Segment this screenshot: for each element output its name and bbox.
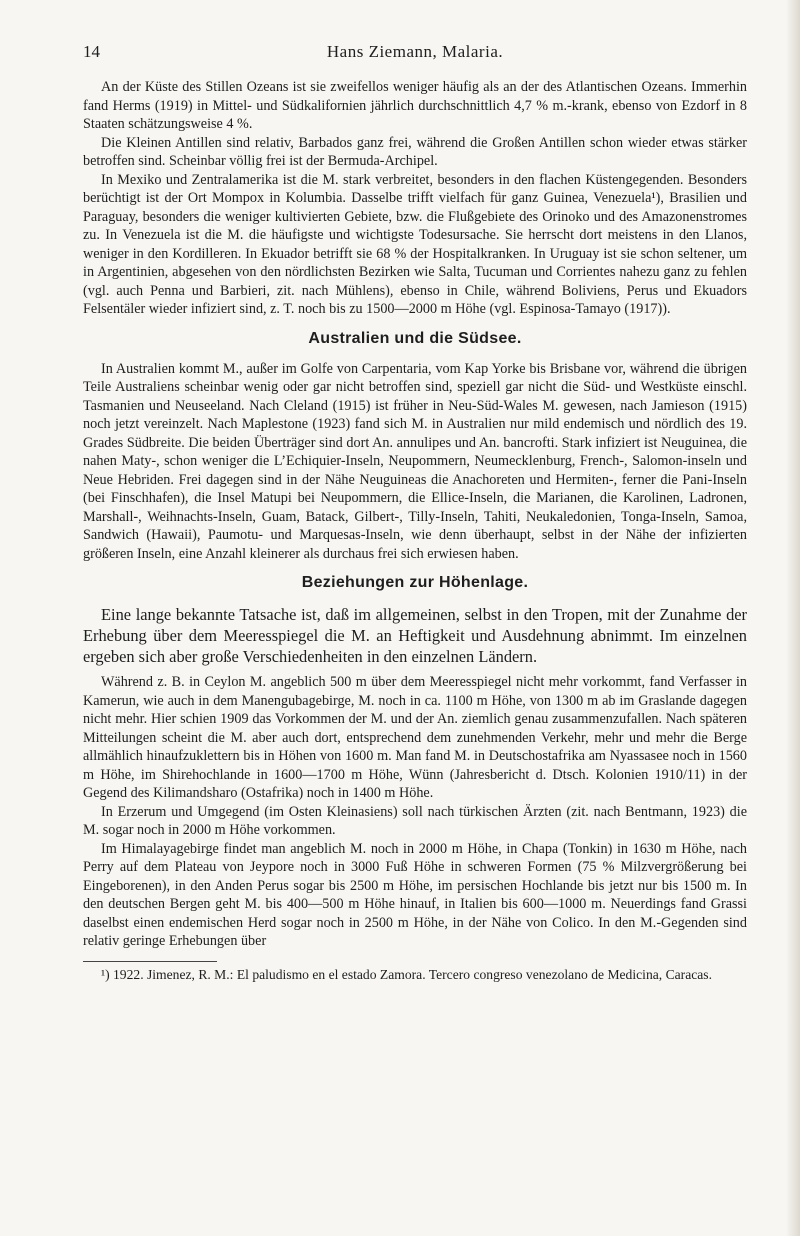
paragraph: In Mexiko und Zentralamerika ist die M. stark verbreitet, besonders in den flachen Küstengegenden. Besonders berüchtigt ist der Ort Mompox in Kolumbia. Dasselbe trifft vielfach für ganz Guinea, Venezuela¹), Brasilien und Paraguay, besonders die weniger kultivierten Gebiete, bzw. die Flußgebiete des Orinoko und des Amazonenstromes zu. In Venezuela ist die M. die häufigste und wichtigste Todesursache. Sie herrscht dort meistens in den Llanos, weniger in den Kordilleren. In Ekuador betrifft sie 68 % der Hospitalkranken. In Uruguay ist sie schon seltener, um in Argentinien, abgesehen von den nördlichsten Bezirken wie Salta, Tucuman und Corrientes nahezu ganz zu fehlen (vgl. auch Penna und Barbieri, zit. nach Mühlens), ebenso in Chile, während Boliviens, Perus und Ekuadors Felsentäler wieder infiziert sind, z. T. noch bis zu 1500—2000 m Höhe (vgl. Espinosa-Tamayo (1917)). <box>83 171 747 317</box>
book-page <box>83 42 747 983</box>
paragraph: In Australien kommt M., außer im Golfe von Carpentaria, vom Kap Yorke bis Brisbane vor, während die übrigen Teile Australiens scheinbar wenig oder gar nicht betroffen sind, speziell gar nicht die Süd- und Westküste einschl. Tasmanien und Neuseeland. Nach Cleland (1915) ist früher in Neu-Süd-Wales M. gewesen, nach Jamieson (1915) noch jetzt vereinzelt. Nach Maplestone (1923) fand sich M. in Australien nur mild endemisch und nördlich des 19. Grades Südbreite. Die beiden Überträger sind dort An. annulipes und An. bancrofti. Stark infiziert ist Neuguinea, die nahen Maty-, schon weniger die L’Echiquier-Inseln, Neupommern, Neumecklenburg, French-, Salomon-inseln und Neue Hebriden. Frei dagegen sind in der Nähe Neuguineas die Anachoreten und Hermiten-, ferner die Pani-Inseln (bei Finschhafen), die Insel Matupi bei Neupommern, die Ellice-Inseln, die Marianen, die Karolinen, Ladronen, Marshall-, Weihnachts-Inseln, Guam, Batack, Gilbert-, Tilly-Inseln, Tahiti, Neukaledonien, Tonga-Inseln, Samoa, Sandwich (Hawaii), Paumotu- und Marquesas-Inseln, wie denn überhaupt, selbst in der Nähe der infizierten größeren Inseln, eine Anzahl kleinerer als durchaus frei sich erwiesen haben. <box>83 360 747 562</box>
paragraph: An der Küste des Stillen Ozeans ist sie zweifellos weniger häufig als an der des Atlantischen Ozeans. Immerhin fand Herms (1919) in Mittel- und Südkalifornien jährlich durchschnittlich 4,7 % m.-krank, ebenso von Ezdorf in 8 Staaten schätzungsweise 4 %. <box>83 79 747 132</box>
section-heading-australia: Australien und die Südsee. <box>308 329 522 347</box>
footnote-rule <box>83 961 217 962</box>
footnote: ¹) 1922. Jimenez, R. M.: El paludismo en el estado Zamora. Tercero congreso venezolano de Medicina, Caracas. <box>101 966 712 982</box>
paragraph: Die Kleinen Antillen sind relativ, Barbados ganz frei, während die Großen Antillen schon wieder etwas stärker betroffen sind. Scheinbar völlig frei ist der Bermuda-Archipel. <box>83 134 747 169</box>
section-heading-altitude: Beziehungen zur Höhenlage. <box>301 574 529 591</box>
page-edge-shadow <box>786 0 800 1236</box>
page-content <box>83 78 747 983</box>
paragraph: Im Himalayagebirge findet man angeblich M. noch in 2000 m Höhe, in Chapa (Tonkin) in 1630 m Höhe, nach Perry auf dem Plateau von Jeypore noch in 3000 Fuß Höhe in schweren Formen (75 % Milzvergrößerung bei Eingeborenen), in den Anden Perus sogar bis 2500 m Höhe, im persischen Hochlande bis jetzt nur bis 1500 m. In den deutschen Bergen geht M. bis 400—500 m Höhe hinauf, in Italien bis 600—1000 m. Neuerdings fand Grassi daselbst einen endemischen Herd sogar noch in 2500 m Höhe, in der Nähe von Colico. In den M.-Gegenden sind relativ geringe Erhebungen über <box>83 840 747 949</box>
page-header <box>83 42 747 68</box>
lead-paragraph: Eine lange bekannte Tatsache ist, daß im allgemeinen, selbst in den Tropen, mit der Zunahme der Erhebung über dem Meeresspiegel die M. an Heftigkeit und Ausdehnung abnimmt. Im einzelnen ergeben sich aber große Verschiedenheiten in den einzelnen Ländern. <box>83 605 747 666</box>
running-title: Hans Ziemann, Malaria. <box>326 42 504 61</box>
paragraph: Während z. B. in Ceylon M. angeblich 500 m über dem Meeresspiegel nicht mehr vorkommt, fand Verfasser in Kamerun, wie auch in dem Manengubagebirge, M. noch in ca. 1100 m Höhe, von 1300 m ab im Graslande dagegen nicht mehr. Hier schien 1909 das Vorkommen der M. und der An. ziemlich genau zusammenzufallen. Nach späteren Mitteilungen scheint die M. aber auch dort, entsprechend dem zunehmenden Verkehr, mehr und mehr die Berge allmählich hinaufzuklettern bis in Höhen von 1600 m. Man fand M. in Deutschostafrika am Nyassasee noch in 1560 m Höhe, im Shirehochlande in 1600—1700 m Höhe, Wünn (Jahresbericht d. Dtsch. Kolonien 1910/11) in der Gegend des Kilimandsharo (Ostafrika) noch in 1400 m Höhe. <box>83 674 747 801</box>
paragraph: In Erzerum und Umgegend (im Osten Kleinasiens) soll nach türkischen Ärzten (zit. nach Bentmann, 1923) die M. sogar noch in 2000 m Höhe vorkommen. <box>83 803 747 838</box>
page-number: 14 <box>83 42 100 61</box>
